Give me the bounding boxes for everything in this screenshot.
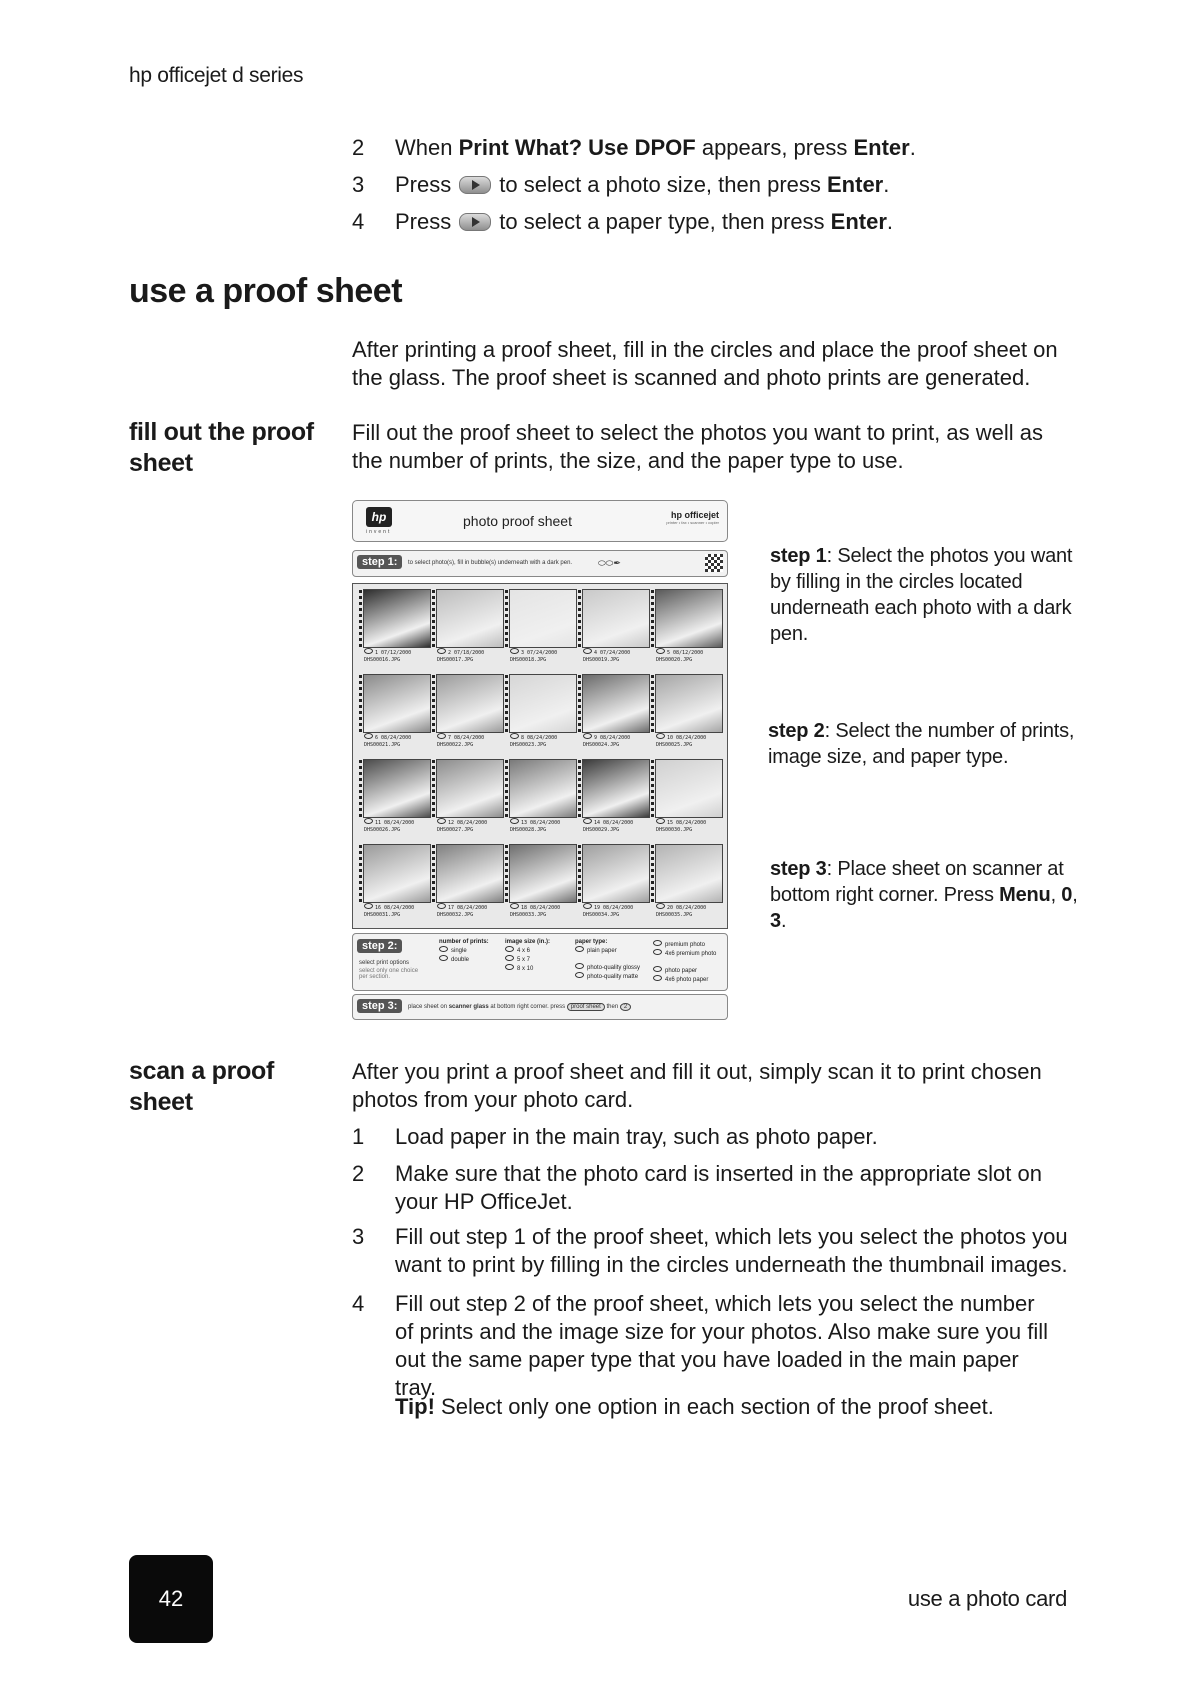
proof-sheet-banner xyxy=(352,500,728,542)
photo-cell xyxy=(580,587,652,671)
photo-caption: 8 08/24/2000 DHS00023.JPG xyxy=(510,735,558,748)
photo-cell xyxy=(507,757,579,841)
photo-caption: 17 08/24/2000 DHS00032.JPG xyxy=(437,905,488,918)
step-text: Press to select a photo size, then press Enter. xyxy=(395,172,890,197)
prints-options: number of prints: single double xyxy=(439,939,489,963)
photo-caption: 19 08/24/2000 DHS00034.JPG xyxy=(583,905,634,918)
proof-sheet-brand: hp officejet printer • fax • scanner • copier xyxy=(666,510,719,525)
fill-out-body: Fill out the proof sheet to select the photos you want to print, as well as the number of prints, the size, and the paper type to use. xyxy=(352,420,1043,473)
photo-thumbnail xyxy=(582,759,650,818)
step1-instruction: to select photo(s), fill in bubble(s) underneath with a dark pen. xyxy=(408,560,573,566)
size-options: image size (in.): 4 x 6 5 x 7 8 x 10 xyxy=(505,939,551,972)
photo-caption: 16 08/24/2000 DHS00031.JPG xyxy=(364,905,415,918)
step3-tag: step 3: xyxy=(357,999,402,1013)
step1-bar xyxy=(352,550,728,577)
hp-invent-text: invent xyxy=(366,529,392,535)
photo-cell xyxy=(653,757,725,841)
photo-thumbnail xyxy=(436,674,504,733)
scan-steps-list xyxy=(352,1123,1082,1400)
photo-thumbnail xyxy=(363,674,431,733)
photo-caption: 2 07/18/2000 DHS00017.JPG xyxy=(437,650,485,663)
step2-box xyxy=(352,933,728,991)
step-number: 3 xyxy=(352,1224,365,1249)
proof-sheet-figure xyxy=(352,500,728,1018)
photo-caption: 7 08/24/2000 DHS00022.JPG xyxy=(437,735,485,748)
step-number: 1 xyxy=(352,1124,365,1149)
step3-instruction: place sheet on scanner glass at bottom right corner. press proof sheet then 2 xyxy=(408,1003,631,1011)
list-item xyxy=(352,1223,1082,1290)
step-text: Load paper in the main tray, such as photo paper. xyxy=(395,1124,878,1149)
photo-thumbnail xyxy=(436,759,504,818)
photo-cell xyxy=(653,842,725,926)
step2-tag: step 2: xyxy=(357,939,402,953)
footer-chapter: use a photo card xyxy=(907,1586,1067,1611)
step-number: 3 xyxy=(352,172,365,197)
photo-caption: 14 08/24/2000 DHS00029.JPG xyxy=(583,820,634,833)
photo-thumbnail xyxy=(509,674,577,733)
proof-sheet-title: photo proof sheet xyxy=(463,513,572,529)
list-item xyxy=(352,1290,1082,1400)
list-item xyxy=(352,1160,1082,1223)
step-item xyxy=(352,208,1052,236)
barcode-icon xyxy=(705,554,723,572)
step-text: Make sure that the photo card is inserted in the appropriate slot on your HP OfficeJet. xyxy=(395,1161,1042,1214)
photo-cell xyxy=(580,672,652,756)
photo-thumbnail xyxy=(363,589,431,648)
photo-thumbnail xyxy=(436,844,504,903)
photo-thumbnail xyxy=(582,589,650,648)
photo-cell xyxy=(434,757,506,841)
list-item xyxy=(352,1123,1082,1160)
photo-cell xyxy=(434,587,506,671)
photo-thumbnail xyxy=(582,674,650,733)
photo-thumbnail xyxy=(655,589,723,648)
photo-cell xyxy=(507,842,579,926)
photo-thumbnail xyxy=(363,759,431,818)
step2-note-sub: select only one choice per section. xyxy=(359,968,419,980)
photo-caption: 4 07/24/2000 DHS00019.JPG xyxy=(583,650,631,663)
photo-caption: 10 08/24/2000 DHS00025.JPG xyxy=(656,735,707,748)
photo-thumbnail xyxy=(509,759,577,818)
step-text: When Print What? Use DPOF appears, press Enter. xyxy=(395,135,916,160)
photo-thumbnail xyxy=(509,844,577,903)
step-item xyxy=(352,171,1052,199)
photo-cell xyxy=(653,587,725,671)
photo-caption: 1 07/12/2000 DHS00016.JPG xyxy=(364,650,412,663)
paper-options: paper type: plain paper photo-quality glossy photo-quality matte xyxy=(575,939,641,980)
tip-note: Tip! Select only one option in each section of the proof sheet. xyxy=(395,1394,994,1419)
section-intro: After printing a proof sheet, fill in the circles and place the proof sheet on the glass. The proof sheet is scanned and photo prints are generated. xyxy=(352,337,1058,390)
photo-caption: 3 07/24/2000 DHS00018.JPG xyxy=(510,650,558,663)
photo-thumbnail xyxy=(655,674,723,733)
photo-cell xyxy=(580,842,652,926)
step-text: Fill out step 1 of the proof sheet, which lets you select the photos you want to print by filling in the circles underneath the thumbnail images. xyxy=(395,1224,1068,1277)
photo-thumbnail xyxy=(509,589,577,648)
photo-grid xyxy=(352,583,728,929)
step-number: 2 xyxy=(352,1161,365,1186)
photo-thumbnail xyxy=(655,844,723,903)
step-number: 4 xyxy=(352,209,365,234)
photo-thumbnail xyxy=(582,844,650,903)
step-text: Fill out step 2 of the proof sheet, which lets you select the number of prints and the image size for your photos. Also make sure you fill out the same paper type that you have loaded in the main paper tray. xyxy=(395,1291,1048,1400)
photo-thumbnail xyxy=(436,589,504,648)
section-title: use a proof sheet xyxy=(129,272,403,310)
step-number: 2 xyxy=(352,135,365,160)
step-number: 4 xyxy=(352,1291,365,1316)
photo-caption: 18 08/24/2000 DHS00033.JPG xyxy=(510,905,561,918)
photo-cell xyxy=(507,587,579,671)
step2-note: select print options xyxy=(359,960,410,966)
scan-heading: scan a proof sheet xyxy=(129,1057,275,1116)
photo-cell xyxy=(434,842,506,926)
photo-cell xyxy=(361,757,433,841)
paper-options-premium: premium photo 4x6 premium photo photo paper 4x6 photo paper xyxy=(653,940,716,984)
annotation-step2: step 2: Select the number of prints, image size, and paper type. xyxy=(768,720,1075,768)
arrow-button-icon xyxy=(459,213,491,231)
photo-cell xyxy=(434,672,506,756)
photo-caption: 12 08/24/2000 DHS00027.JPG xyxy=(437,820,488,833)
photo-caption: 13 08/24/2000 DHS00028.JPG xyxy=(510,820,561,833)
fill-out-heading: fill out the proof sheet xyxy=(129,418,314,477)
arrow-button-icon xyxy=(459,176,491,194)
photo-cell xyxy=(507,672,579,756)
photo-caption: 9 08/24/2000 DHS00024.JPG xyxy=(583,735,631,748)
photo-cell xyxy=(653,672,725,756)
hp-logo: hp xyxy=(366,507,392,527)
step-text: Press to select a paper type, then press Enter. xyxy=(395,209,894,234)
photo-cell xyxy=(361,842,433,926)
photo-thumbnail xyxy=(363,844,431,903)
annotation-step1: step 1: Select the photos you want by filling in the circles located underneath each photo with a dark pen. xyxy=(770,545,1073,645)
photo-caption: 20 08/24/2000 DHS00035.JPG xyxy=(656,905,707,918)
photo-caption: 6 08/24/2000 DHS00021.JPG xyxy=(364,735,412,748)
page-number: 42 xyxy=(129,1555,213,1643)
step-item xyxy=(352,134,1052,162)
annotation-step3: step 3: Place sheet on scanner at bottom right corner. Press Menu, 0, 3. xyxy=(770,858,1078,932)
photo-caption: 15 08/24/2000 DHS00030.JPG xyxy=(656,820,707,833)
photo-cell xyxy=(361,587,433,671)
photo-caption: 5 08/12/2000 DHS00020.JPG xyxy=(656,650,704,663)
scan-body: After you print a proof sheet and fill it out, simply scan it to print chosen photos from your photo card. xyxy=(352,1059,1042,1112)
photo-thumbnail xyxy=(655,759,723,818)
pen-icon: ⬭⬭✒ xyxy=(598,558,621,568)
photo-caption: 11 08/24/2000 DHS00026.JPG xyxy=(364,820,415,833)
step3-bar xyxy=(352,994,728,1020)
step1-tag: step 1: xyxy=(357,555,402,569)
photo-cell xyxy=(361,672,433,756)
running-header: hp officejet d series xyxy=(129,64,304,87)
photo-cell xyxy=(580,757,652,841)
